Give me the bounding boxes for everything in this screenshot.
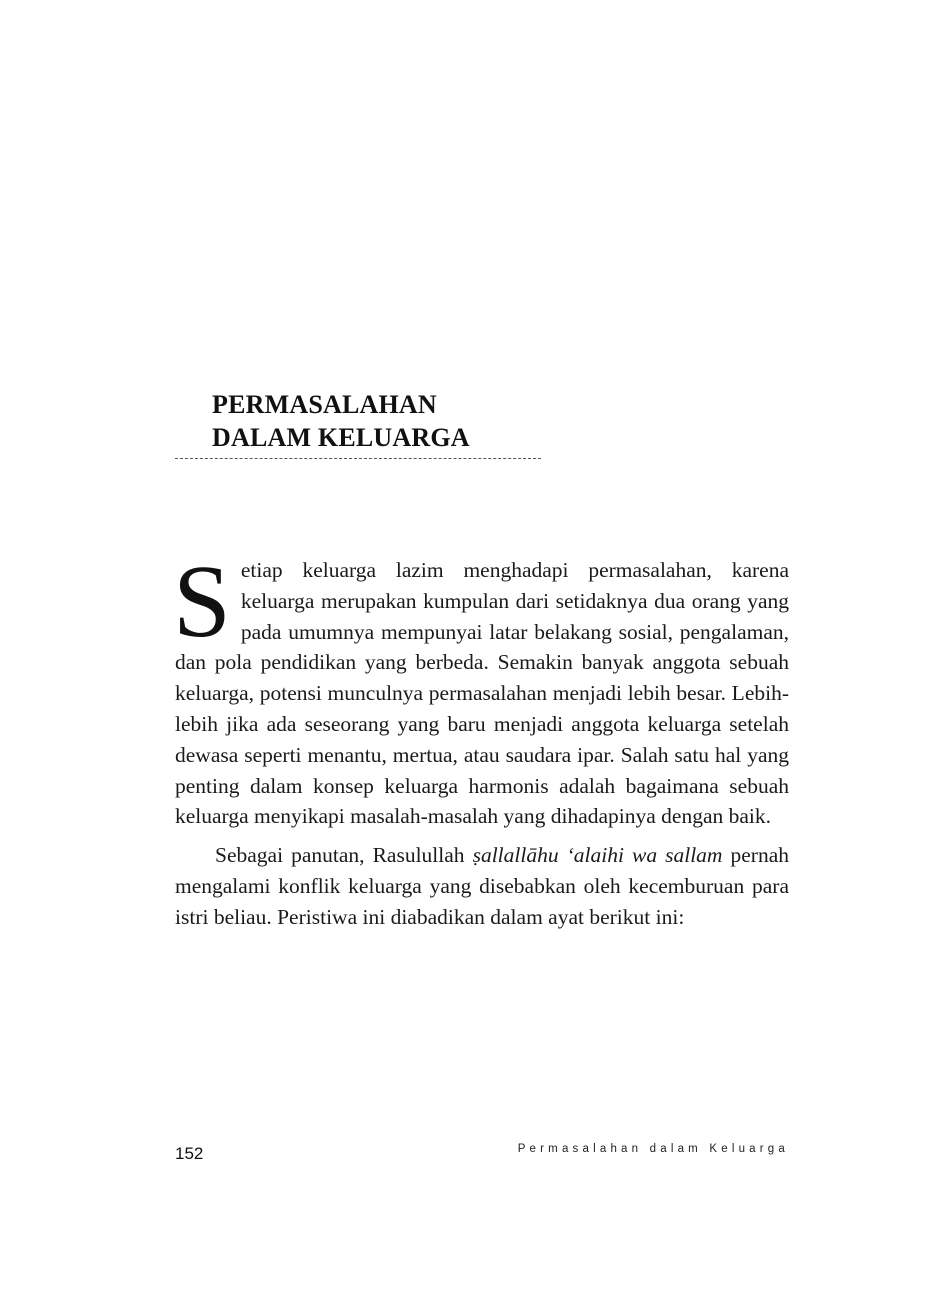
running-title: Permasalahan dalam Keluarga	[517, 1143, 789, 1155]
chapter-title	[212, 388, 470, 454]
paragraph-2-text-before: Sebagai panutan, Rasulullah	[215, 843, 473, 868]
paragraph-1	[173, 544, 789, 832]
paragraph-2	[175, 840, 789, 932]
body-text	[173, 544, 789, 933]
drop-cap: S	[173, 544, 231, 659]
paragraph-1-text: etiap keluarga lazim menghadapi permasalahan, karena keluarga merupakan kumpulan dari setidaknya dua orang yang pada umumnya mempunyai latar belakang sosial, pengalaman, dan pola pendidikan yang berbeda. Semakin banyak anggota sebuah keluarga, potensi munculnya permasalahan menjadi lebih besar. Lebih-lebih jika ada seseorang yang baru menjadi anggota keluarga setelah dewasa seperti menantu, mertua, atau saudara ipar. Salah satu hal yang penting dalam konsep keluarga harmonis adalah bagaimana sebuah keluarga menyikapi masalah-masalah yang dihadapinya dengan baik.	[175, 558, 789, 829]
paragraph-2-text-after: pernah mengalami konflik keluarga yang disebabkan oleh kecemburuan para istri beliau. Peristiwa ini diabadikan dalam ayat berikut ini:	[175, 843, 789, 929]
chapter-title-line-1: PERMASALAHAN	[212, 390, 437, 419]
page-number: 152	[175, 1144, 204, 1163]
chapter-title-line-2: DALAM KELUARGA	[212, 423, 470, 452]
title-divider	[175, 458, 541, 459]
honorific-phrase: ṣallallāhu ‘alaihi wa sallam	[472, 843, 723, 868]
